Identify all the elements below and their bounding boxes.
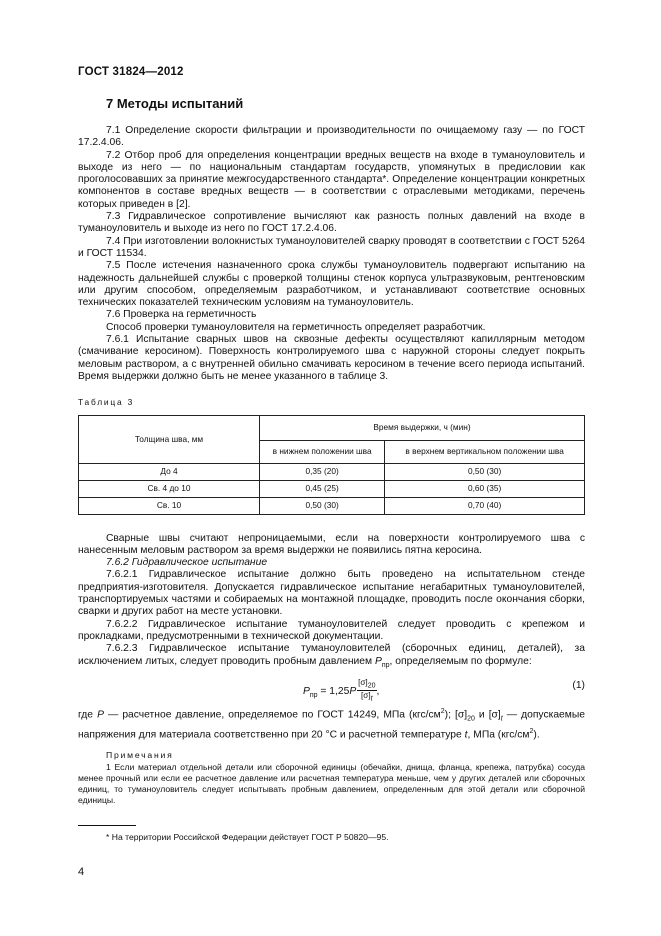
paragraph-where: где P — расчетное давление, определяемое по ГОСТ 14249, МПа $(кгс/см^2)$; $[\sigma]_{20}$ и $[\sigma]_t$ — допускаемые напряжения для материала соответственно при 20 °С и расчетной температуре t, МПа $(кгс/см^2)$. — [78, 707, 585, 741]
footnote: * На территории Российской Федерации действует ГОСТ Р 50820—95. — [106, 832, 389, 842]
page-number: 4 — [78, 866, 85, 878]
paragraph-7-5: 7.5 После истечения назначенного срока службы туманоуловитель подвергают испытанию на надежность дальнейшей службы с проверкой толщины стенок корпуса ультразвуковым, рентгеновским или другим способом, определяемым разработчиком, и устанавливают соответствие основных технических показателей техническим условиям на туманоуловитель. — [78, 260, 585, 309]
table-subheader-upper: в верхнем вертикальном положении шва — [385, 440, 585, 463]
formula-number: (1) — [572, 679, 585, 691]
table-3 — [78, 415, 585, 515]
table-row — [79, 497, 585, 514]
paragraph-7-6-2-3: 7.6.2.3 Гидравлическое испытание туманоуловителей (сборочных единиц, деталей), за исключением литых, следует проводить пробным давлением $P_{пр}$, определяемым по формуле: — [78, 643, 585, 669]
paragraph-7-4: 7.4 При изготовлении волокнистых туманоуловителей сварку проводят в соответствии с ГОСТ 5264 и ГОСТ 11534. — [78, 235, 585, 259]
note-1: 1 Если материал отдельной детали или сборочной единицы (обечайки, днища, фланца, крепежа, патрубка) сосуда менее прочный или если ее расчетное давление или расчетная температура меньше, чем у других деталей или сборочных единиц, то туманоуловитель следует испытывать пробным давлением, определенным для этой детали или сборочной единицы. — [78, 761, 585, 805]
paragraph-7-6-body: Способ проверки туманоуловителя на герметичность определяет разработчик. — [106, 321, 486, 333]
document-header: ГОСТ 31824—2012 — [78, 66, 184, 78]
table-cell: Св. 4 до 10 — [79, 480, 260, 497]
table-cell: 0,50 (30) — [385, 463, 585, 480]
subsection-title: 7.6.2 Гидравлическое испытание — [106, 557, 268, 569]
paragraph-7-1: 7.1 Определение скорости фильтрации и производительности по очищаемому газу — по ГОСТ 17.2.4.06. — [78, 125, 585, 149]
formula-expression: $P_{пр} = 1,25P$ $\frac{[\sigma]_{20}}{[\sigma]_t}$ , — [303, 677, 380, 704]
table-row — [79, 480, 585, 497]
table-cell: Св. 10 — [79, 497, 260, 514]
paragraph-7-6: 7.6 Проверка на герметичность — [106, 309, 257, 321]
paragraph-7-6-2 — [78, 557, 585, 569]
paragraph-7-6-2-2: 7.6.2.2 Гидравлическое испытание туманоуловителей следует проводить с крепежом и прокладками, предусмотренными в технической документации. — [78, 618, 585, 642]
document-body — [78, 125, 585, 806]
footnote-divider — [78, 825, 136, 826]
table-caption: Таблица 3 — [78, 397, 135, 408]
table-header-time: Время выдержки, ч (мин) — [260, 415, 585, 440]
table-cell: 0,35 (20) — [260, 463, 385, 480]
paragraph-7-6-1: 7.6.1 Испытание сварных швов на сквозные дефекты осуществляют капиллярным методом (смачивание керосином). Поверхность контролируемого шва с наружной стороны следует покрыть меловым раствором, а с внутренней обильно смачивать керосином в течение всего периода испытаний. Время выдержки должно быть не менее указанного в таблице 3. — [78, 334, 585, 382]
table-cell: 0,60 (35) — [385, 480, 585, 497]
table-cell: 0,50 (30) — [260, 497, 385, 514]
paragraph-after-table: Сварные швы считают непроницаемыми, если на поверхности контролируемого шва с нанесенным меловым раствором за время выдержки не появились пятна керосина. — [78, 532, 585, 556]
table-cell: 0,70 (40) — [385, 497, 585, 514]
notes-heading: Примечания — [106, 750, 174, 761]
paragraph-7-3: 7.3 Гидравлическое сопротивление вычисляют как разность полных давлений на входе в туманоуловитель и выходе из него по ГОСТ 17.2.4.06. — [78, 211, 585, 235]
formula-1 — [78, 676, 585, 702]
paragraph-7-6-2-1: 7.6.2.1 Гидравлическое испытание должно быть проведено на испытательном стенде предприятия-изготовителя. Допускается гидравлическое испытание негабаритных туманоуловителей, транспортируемых частями и собираемых на монтажной площадке, проводить после окончания сборки, сварки и других работ на месте установки. — [78, 569, 585, 618]
section-title: 7 Методы испытаний — [106, 96, 244, 111]
paragraph-7-2: 7.2 Отбор проб для определения концентрации вредных веществ на входе в туманоуловитель и выходе из него — по национальным стандартам государств, упомянутых в предисловии как проголосовавших за принятие межгосударственного стандарта*. Определение концентрации конкретных компонентов в составе вредных веществ — в соответствии с отраслевыми методиками, перечень которых приведен в [2]. — [78, 149, 585, 210]
table-cell: 0,45 (25) — [260, 480, 385, 497]
table-subheader-lower: в нижнем положении шва — [260, 440, 385, 463]
table-cell: До 4 — [79, 463, 260, 480]
table-row — [79, 463, 585, 480]
table-header-thickness: Толщина шва, мм — [79, 415, 260, 463]
